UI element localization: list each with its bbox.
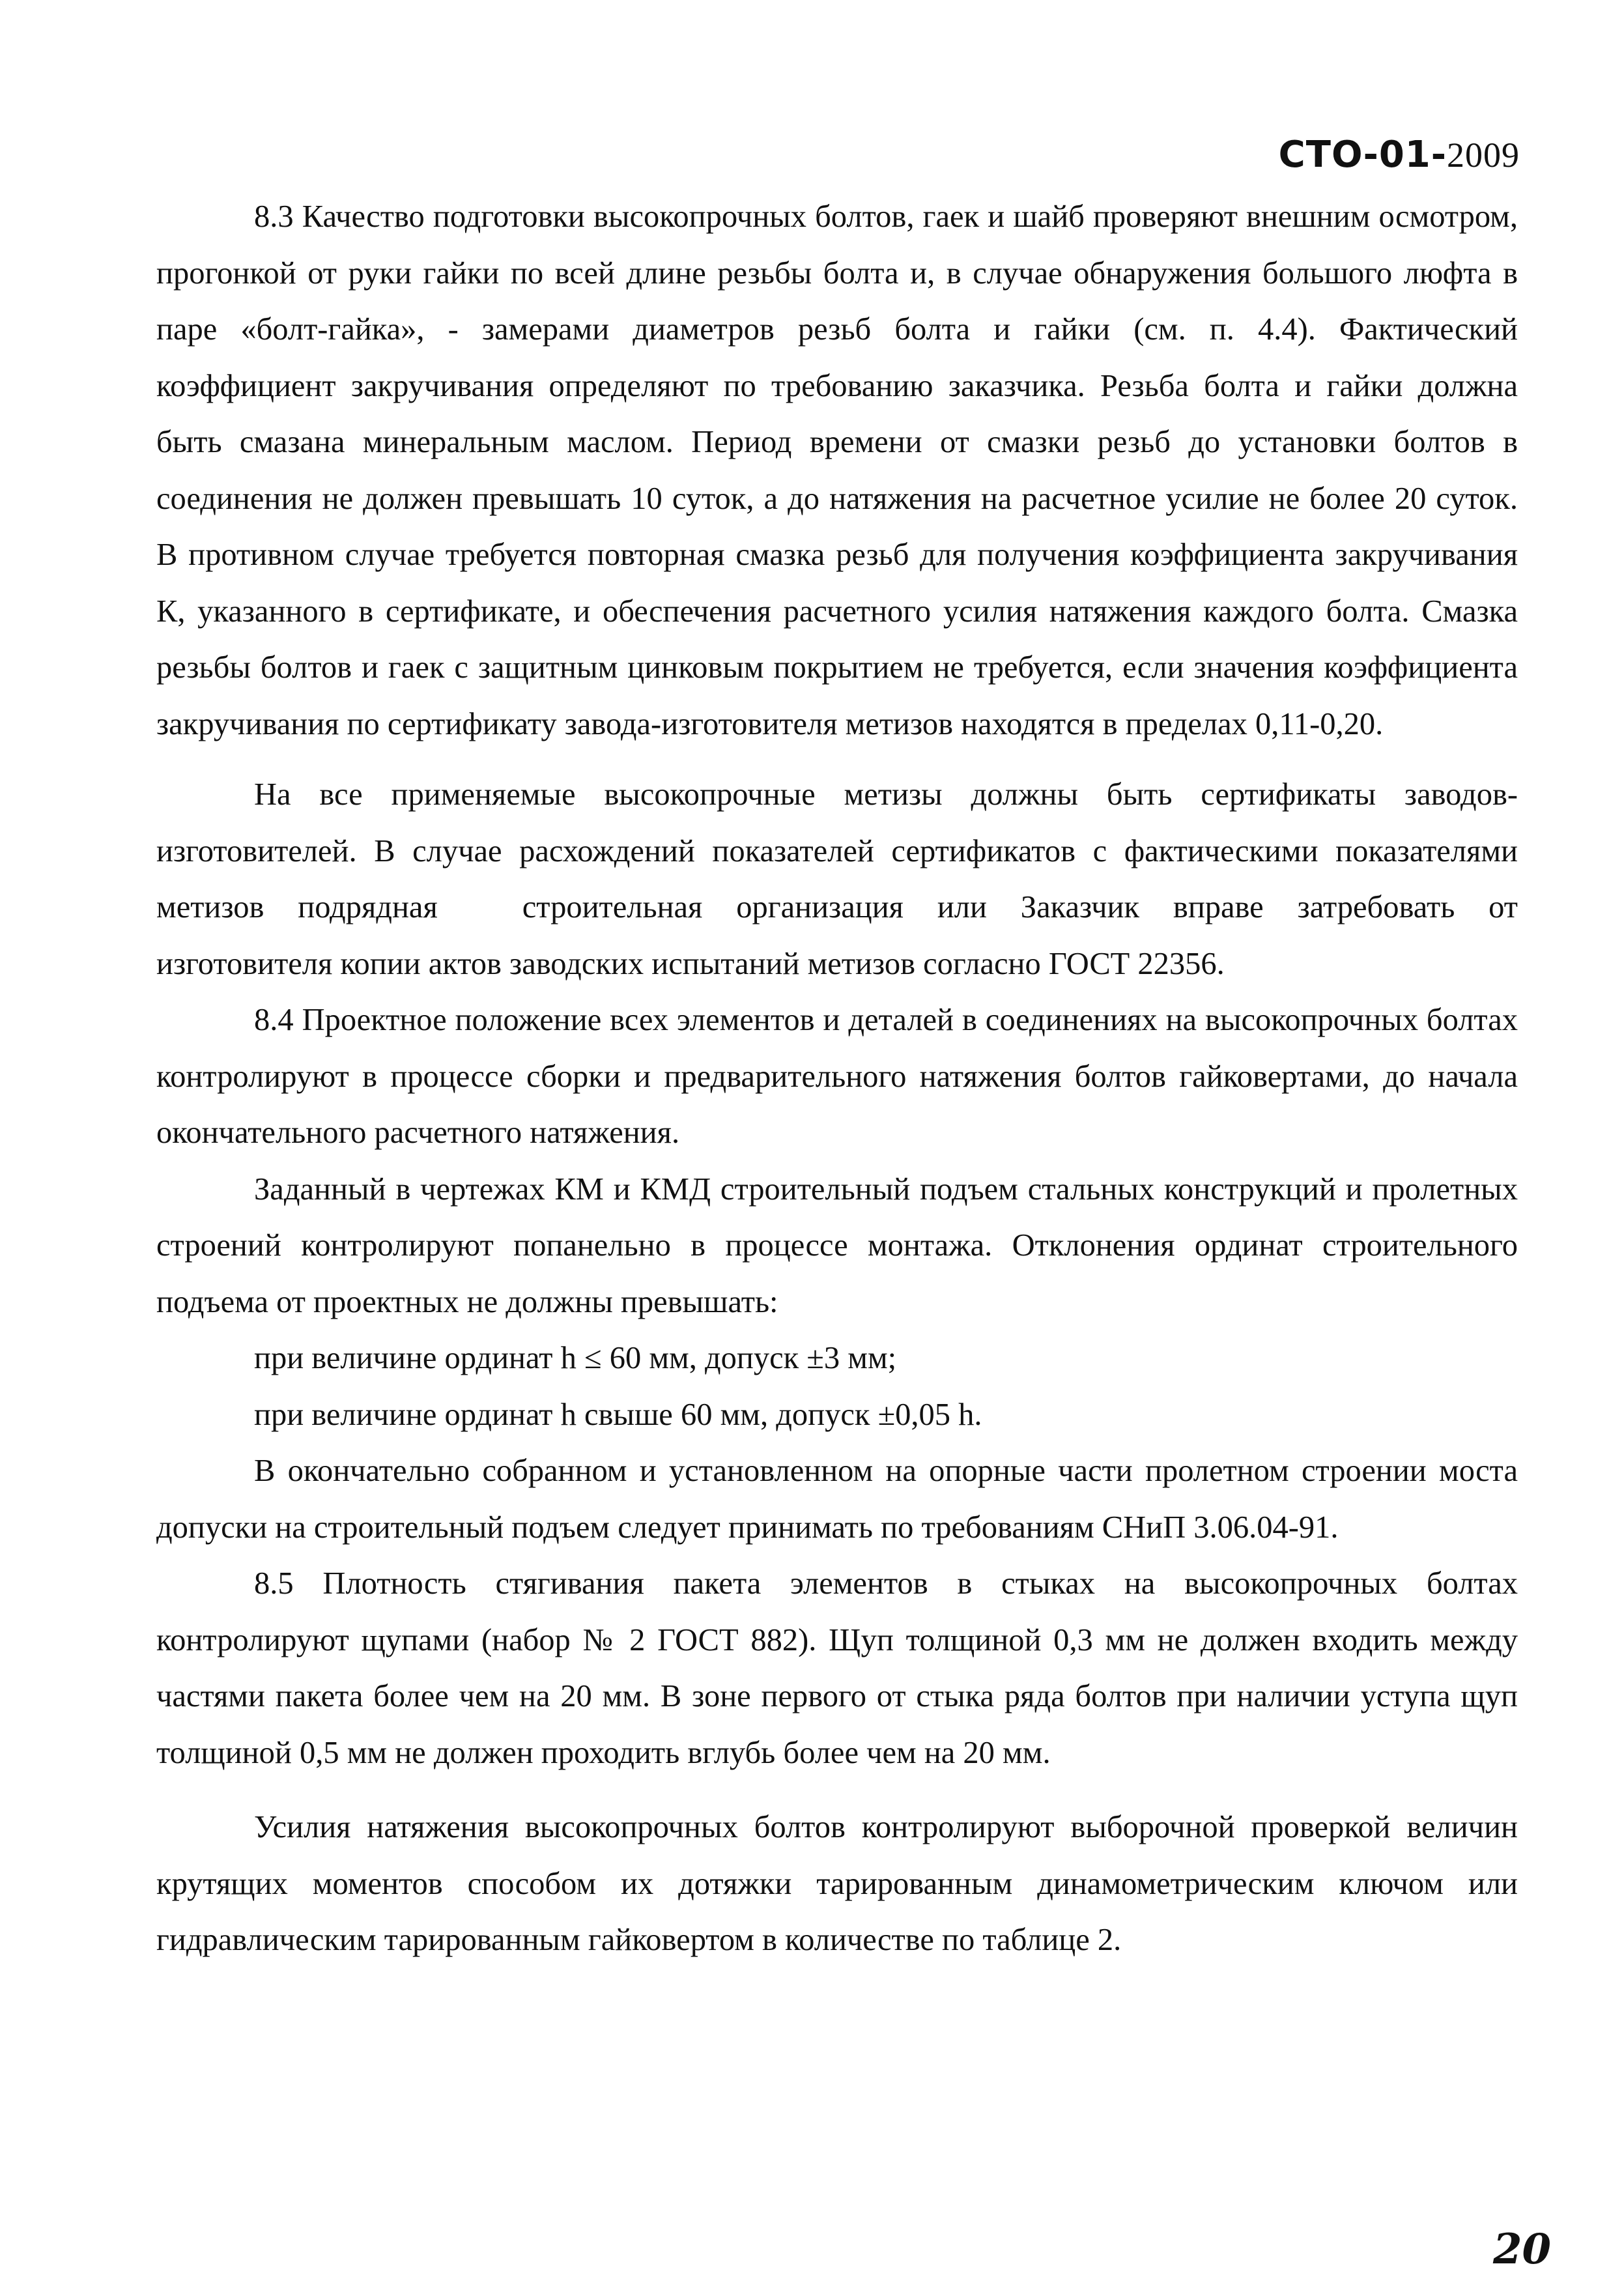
tolerance-line-2: при величине ординат h свыше 60 мм, допуск ±0,05 h. — [254, 1397, 982, 1432]
document-code-year: 2009 — [1447, 136, 1520, 175]
paragraph-final-assembly: В окончательно собранном и установленном на опорные части пролетном строении моста допуски на строительный подъем следует принимать по требованиям СНиП 3.06.04-91. — [156, 1454, 1518, 1545]
paragraph-8-5: 8.5 Плотность стягивания пакета элементов в стыках на высокопрочных болтах контролируют щупами (набор № 2 ГОСТ 882). Щуп толщиной 0,3 мм не должен входить между частями пакета более чем на 20 мм. В зоне первого от стыка ряда болтов при наличии уступа щуп толщиной 0,5 мм не должен проходить вглубь более чем на 20 мм. — [156, 1566, 1518, 1770]
paragraph-camber: Заданный в чертежах КМ и КМД строительный подъем стальных конструкций и пролетных строений контролируют попанельно в процессе монтажа. Отклонения ординат строительного подъема от проектных не должны превышать: — [156, 1171, 1518, 1319]
paragraph-certificates-part2: строительная организация или Заказчик вправе затребовать от изготовителя копии актов заводских испытаний метизов согласно ГОСТ 22356. — [156, 890, 1518, 981]
paragraph-tension-control: Усилия натяжения высокопрочных болтов контролируют выборочной проверкой величин крутящих моментов способом их дотяжки тарированным динамометрическим ключом или гидравлическим тарированным гайковертом в количестве по таблице 2. — [156, 1810, 1518, 1957]
paragraph-certificates — [156, 767, 1518, 992]
page-number: 20 — [1492, 2225, 1551, 2274]
document-code-prefix: СТО-01- — [1278, 134, 1447, 176]
document-code — [1279, 134, 1520, 176]
paragraph-certificates-part1: На все применяемые высокопрочные метизы должны быть сертификаты заводов-изготовителей. В случае расхождений показателей сертификатов с фактическими показателями метизов подрядная — [156, 777, 1518, 924]
tolerance-line-1: при величине ординат h ≤ 60 мм, допуск ±3 мм; — [254, 1341, 897, 1375]
paragraph-8-4: 8.4 Проектное положение всех элементов и деталей в соединениях на высокопрочных болтах контролируют в процессе сборки и предварительного натяжения болтов гайковертами, до начала окончательного расчетного натяжения. — [156, 1003, 1518, 1150]
document-body — [156, 189, 1518, 1969]
paragraph-8-3: 8.3 Качество подготовки высокопрочных болтов, гаек и шайб проверяют внешним осмотром, прогонкой от руки гайки по всей длине резьбы болта и, в случае обнаружения большого люфта в паре «болт-гайка», - замерами диаметров резьб болта и гайки (см. п. 4.4). Фактический коэффициент закручивания определяют по требованию заказчика. Резьба болта и гайки должна быть смазана минеральным маслом. Период времени от смазки резьб до установки болтов в соединения не должен превышать 10 суток, а до натяжения на расчетное усилие не более 20 суток. В противном случае требуется повторная смазка резьб для получения коэффициента закручивания К, указанного в сертификате, и обеспечения расчетного усилия натяжения каждого болта. Смазка резьбы болтов и гаек с защитным цинковым покрытием не требуется, если значения коэффициента закручивания по сертификату завода-изготовителя метизов находятся в пределах 0,11-0,20. — [156, 199, 1518, 741]
